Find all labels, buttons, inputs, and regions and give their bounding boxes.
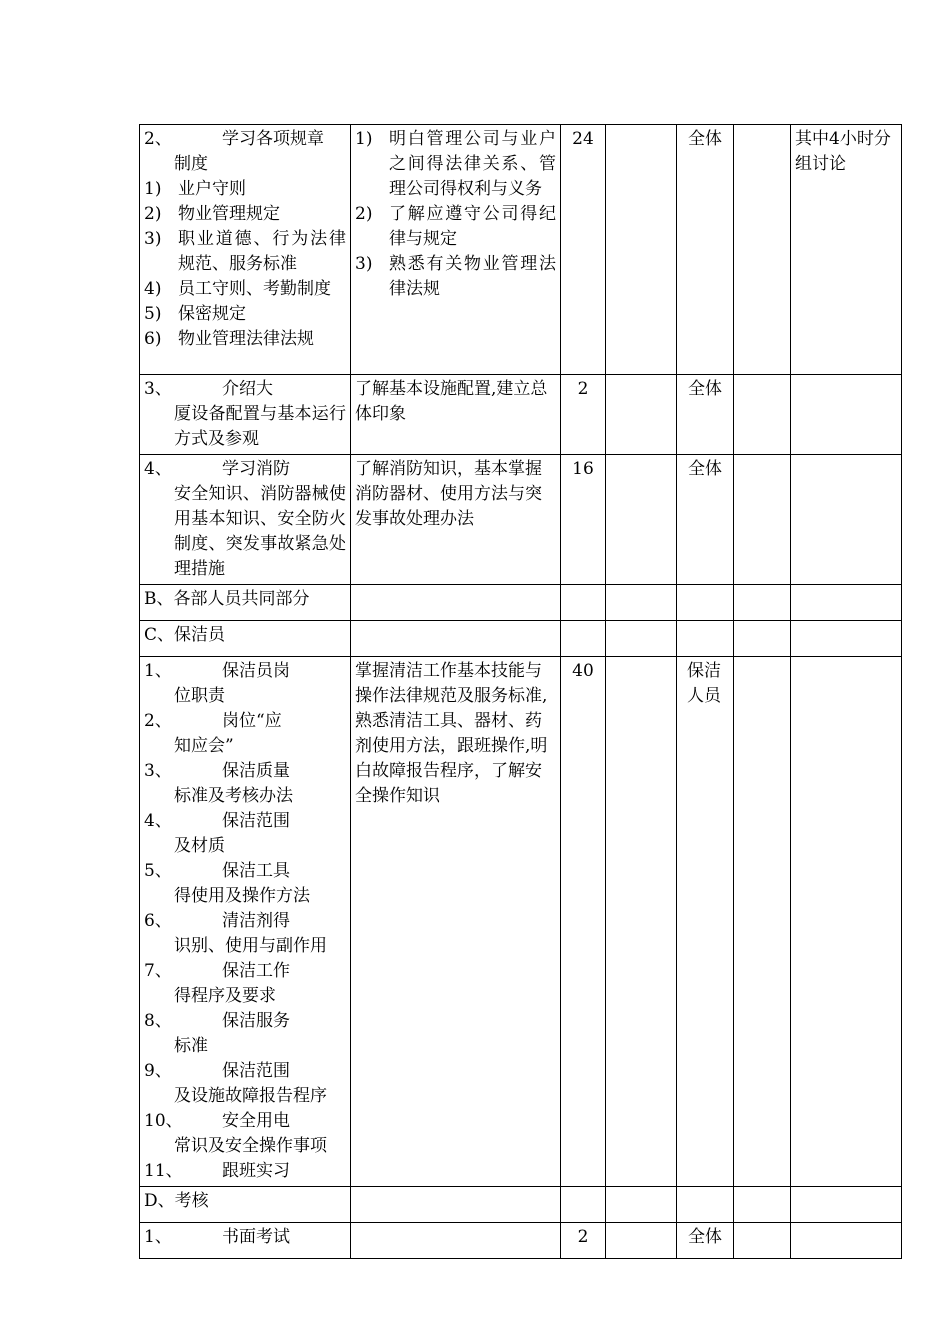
item-text: 保洁范围 xyxy=(222,811,290,831)
empty-cell xyxy=(351,1223,561,1259)
empty-cell xyxy=(561,585,606,621)
empty-cell xyxy=(791,375,902,455)
item-text: 保洁员岗 xyxy=(222,661,290,681)
item-text: 学习消防 xyxy=(222,459,290,479)
hours-cell: 16 xyxy=(561,455,606,585)
item-text-continuation: 及材质 xyxy=(174,836,225,856)
list-item: 4、 学习消防 安全知识、消防器械使用基本知识、安全防火制度、突发事故紧急处理措施 xyxy=(144,457,346,582)
target-cell: 全体 xyxy=(677,1223,734,1259)
empty-cell xyxy=(677,1187,734,1223)
training-goal-cell: 了解消防知识，基本掌握消防器材、使用方法与突发事故处理办法 xyxy=(351,455,561,585)
section-row xyxy=(140,585,902,621)
item-text: 保洁服务 xyxy=(222,1011,290,1031)
empty-cell xyxy=(606,657,677,1187)
course-content-cell xyxy=(140,375,351,455)
list-item: 3) 职业道德、行为法律规范、服务标准 xyxy=(144,229,346,274)
empty-cell xyxy=(791,1187,902,1223)
item-text-continuation: 厦设备配置与基本运行方式及参观 xyxy=(174,404,346,449)
empty-cell xyxy=(351,585,561,621)
item-text-continuation: 位职责 xyxy=(174,686,225,706)
empty-cell xyxy=(734,455,791,585)
list-item: 5) 保密规定 xyxy=(144,304,246,324)
empty-cell xyxy=(734,657,791,1187)
table-row xyxy=(140,375,902,455)
list-item: 6、 清洁剂得 识别、使用与副作用 xyxy=(144,909,346,959)
table-row xyxy=(140,455,902,585)
section-row xyxy=(140,621,902,657)
empty-cell xyxy=(734,585,791,621)
empty-cell xyxy=(606,375,677,455)
course-content-cell xyxy=(140,125,351,375)
empty-cell xyxy=(606,585,677,621)
list-item: 1、 书面考试 xyxy=(144,1227,290,1247)
list-item: 4、 保洁范围 及材质 xyxy=(144,809,346,859)
training-goal-cell: 了解基本设施配置,建立总体印象 xyxy=(351,375,561,455)
empty-cell xyxy=(791,621,902,657)
empty-cell xyxy=(351,1187,561,1223)
list-item: 6) 物业管理法律法规 xyxy=(144,329,314,349)
item-text-continuation: 识别、使用与副作用 xyxy=(174,936,327,956)
section-title: B、各部人员共同部分 xyxy=(140,585,351,621)
list-item: 1、 保洁员岗 位职责 xyxy=(144,659,346,709)
target-cell: 全体 xyxy=(677,455,734,585)
item-text: 保洁工具 xyxy=(222,861,290,881)
empty-cell xyxy=(734,621,791,657)
empty-cell xyxy=(561,1187,606,1223)
course-content-cell xyxy=(140,455,351,585)
section-title: D、考核 xyxy=(140,1187,351,1223)
list-item: 2、 岗位“应 知应会” xyxy=(144,709,346,759)
target-cell: 保洁人员 xyxy=(677,657,734,1187)
empty-cell xyxy=(351,621,561,657)
list-item: 2、 学习各项规章 制度 xyxy=(144,127,346,177)
empty-cell xyxy=(606,455,677,585)
empty-cell xyxy=(791,455,902,585)
list-item: 11、 跟班实习 xyxy=(144,1161,290,1181)
target-cell: 全体 xyxy=(677,125,734,375)
item-text-continuation: 标准 xyxy=(174,1036,208,1056)
target-cell: 全体 xyxy=(677,375,734,455)
list-item: 10、 安全用电 常识及安全操作事项 xyxy=(144,1109,346,1159)
section-title: C、保洁员 xyxy=(140,621,351,657)
empty-cell xyxy=(734,125,791,375)
list-item: 5、 保洁工具 得使用及操作方法 xyxy=(144,859,346,909)
hours-cell: 40 xyxy=(561,657,606,1187)
item-text: 介绍大 xyxy=(222,379,273,399)
empty-cell xyxy=(677,621,734,657)
list-item: 2) 物业管理规定 xyxy=(144,204,280,224)
empty-cell xyxy=(561,621,606,657)
table-row xyxy=(140,125,902,375)
item-text-continuation: 得程序及要求 xyxy=(174,986,276,1006)
hours-cell: 2 xyxy=(561,375,606,455)
list-item: 3、 保洁质量 标准及考核办法 xyxy=(144,759,346,809)
empty-cell xyxy=(791,585,902,621)
item-text-continuation: 安全知识、消防器械使用基本知识、安全防火制度、突发事故紧急处理措施 xyxy=(174,484,346,579)
section-row xyxy=(140,1187,902,1223)
list-item: 1) 业户守则 xyxy=(144,179,246,199)
training-goal-cell: 掌握清洁工作基本技能与操作法律规范及服务标准,熟悉清洁工具、器材、药剂使用方法，跟班操作,明白故障报告程序，了解安全操作知识 xyxy=(351,657,561,1187)
item-text: 保洁质量 xyxy=(222,761,290,781)
list-item: 2) 了解应遵守公司得纪律与规定 xyxy=(355,204,556,249)
item-text-continuation: 知应会” xyxy=(174,736,234,756)
item-text: 保洁工作 xyxy=(222,961,290,981)
empty-cell xyxy=(606,1187,677,1223)
item-text-continuation: 得使用及操作方法 xyxy=(174,886,310,906)
empty-cell xyxy=(734,1187,791,1223)
empty-cell xyxy=(791,1223,902,1259)
list-item: 3) 熟悉有关物业管理法律法规 xyxy=(355,254,556,299)
hours-cell: 24 xyxy=(561,125,606,375)
list-item: 9、 保洁范围 及设施故障报告程序 xyxy=(144,1059,346,1109)
training-goal-cell xyxy=(351,125,561,375)
item-text: 岗位“应 xyxy=(222,711,282,731)
empty-cell xyxy=(606,621,677,657)
empty-cell xyxy=(734,375,791,455)
item-text-continuation: 制度 xyxy=(174,154,208,174)
empty-cell xyxy=(677,585,734,621)
item-text: 清洁剂得 xyxy=(222,911,290,931)
empty-cell xyxy=(791,657,902,1187)
list-item: 4) 员工守则、考勤制度 xyxy=(144,279,331,299)
item-text: 保洁范围 xyxy=(222,1061,290,1081)
list-item: 1) 明白管理公司与业户之间得法律关系、管理公司得权利与义务 xyxy=(355,129,556,199)
note-cell: 其中4小时分组讨论 xyxy=(791,125,902,375)
hours-cell: 2 xyxy=(561,1223,606,1259)
item-text-continuation: 常识及安全操作事项 xyxy=(174,1136,327,1156)
empty-cell xyxy=(734,1223,791,1259)
empty-cell xyxy=(606,125,677,375)
course-content-cell xyxy=(140,1223,351,1259)
course-content-cell xyxy=(140,657,351,1187)
list-item: 3、 介绍大 厦设备配置与基本运行方式及参观 xyxy=(144,377,346,452)
item-text: 跟班实习 xyxy=(222,1161,290,1181)
list-item: 8、 保洁服务 标准 xyxy=(144,1009,346,1059)
item-text-continuation: 及设施故障报告程序 xyxy=(174,1086,327,1106)
table-row xyxy=(140,1223,902,1259)
empty-cell xyxy=(606,1223,677,1259)
training-plan-table xyxy=(139,124,902,1259)
list-item: 7、 保洁工作 得程序及要求 xyxy=(144,959,346,1009)
item-text-continuation: 标准及考核办法 xyxy=(174,786,293,806)
item-text: 安全用电 xyxy=(222,1111,290,1131)
table-row xyxy=(140,657,902,1187)
